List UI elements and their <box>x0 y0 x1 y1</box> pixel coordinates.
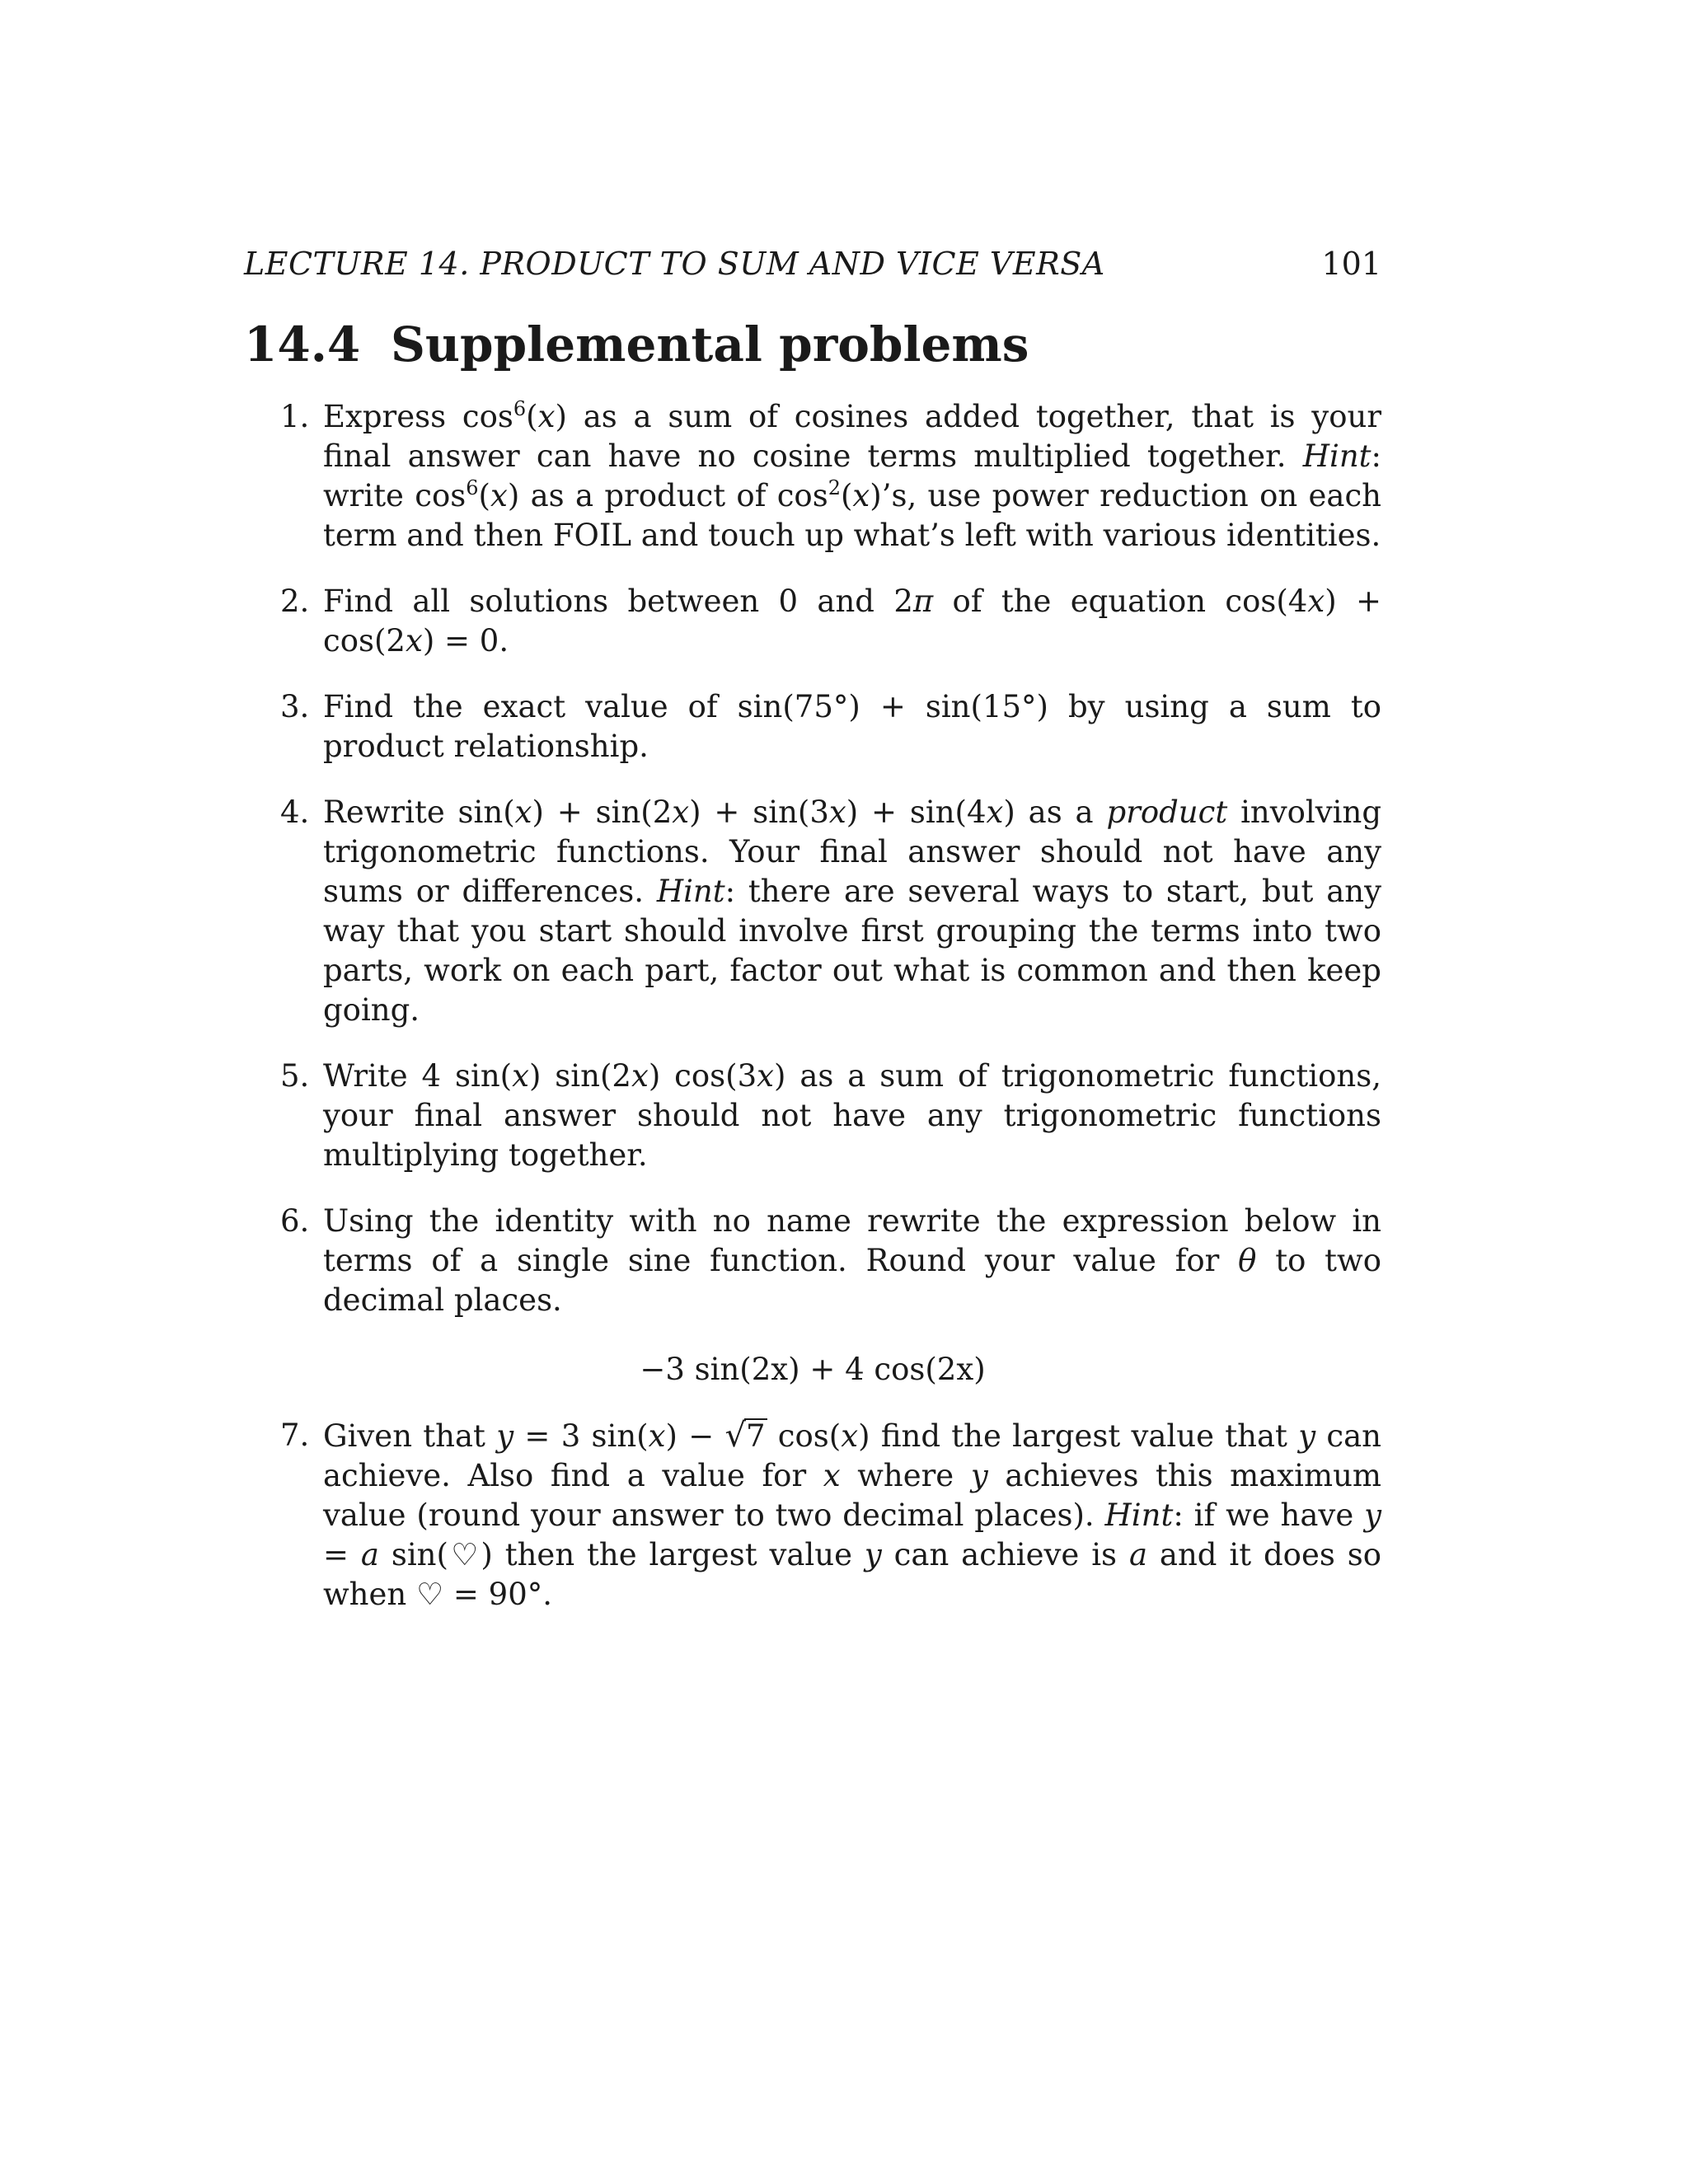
problem-number: 1. <box>280 399 310 434</box>
problem-5: 5. Write 4 sin(x) sin(2x) cos(3x) as a sum of trigonometric functions, your final answer should not have any trigonometric functions multiplying together. <box>280 1058 1381 1173</box>
page-number: 101 <box>1321 246 1381 282</box>
running-head <box>244 239 1381 288</box>
problem-3: 3. Find the exact value of sin(75°) + sin(15°) by using a sum to product relationship. <box>280 689 1381 764</box>
problem-number: 5. <box>280 1058 310 1094</box>
problem-number: 6. <box>280 1203 310 1239</box>
section-title: Supplemental problems <box>391 316 1029 373</box>
problem-number: 7. <box>280 1418 310 1453</box>
problem-number: 4. <box>280 794 310 830</box>
display-equation: −3 sin(2x) + 4 cos(2x) <box>640 1352 986 1387</box>
problem-4: 4. Rewrite sin(x) + sin(2x) + sin(3x) + sin(4x) as a product involving trigonometric functions. Your final answer should not have any sums or differences. Hint: there are several ways to start, but any way that you start should involve first grouping the terms into two parts, work on each part, factor out what is common and then keep going. <box>280 794 1382 1028</box>
problem-number: 3. <box>280 689 310 724</box>
section-number: 14.4 <box>244 316 361 373</box>
problem-list <box>244 397 1381 1641</box>
problem-2: 2. Find all solutions between 0 and 2π of the equation cos(4x) + cos(2x) = 0. <box>280 583 1381 658</box>
problem-number: 2. <box>280 583 310 619</box>
problem-1: 1. Express $\cos^6(x)$ as a sum of cosines added together, that is your final answer can have no cosine terms multiplied together. Hint: write $\cos^6(x)$ as a product of $\cos^2(x)’s$, use power reduction on each term and then FOIL and touch up what’s left with various identities. <box>280 397 1382 553</box>
problem-6: 6. Using the identity with no name rewrite the expression below in terms of a single sine function. Round your value for θ to two decimal places. −3 sin(2x) + 4 cos(2x) <box>244 1202 1381 1390</box>
running-head-title: LECTURE 14. PRODUCT TO SUM AND VICE VERSA <box>244 246 1105 282</box>
section-heading <box>244 312 1029 377</box>
problem-7: 7. Given that y = 3 sin(x) − √7 cos(x) find the largest value that y can achieve. Also find a value for x where y achieves this maximum value (round your answer to two decimal places). Hint: if we have y = a sin(♡) then the largest value y can achieve is a and it does so when ♡ = 90°. <box>280 1417 1382 1612</box>
